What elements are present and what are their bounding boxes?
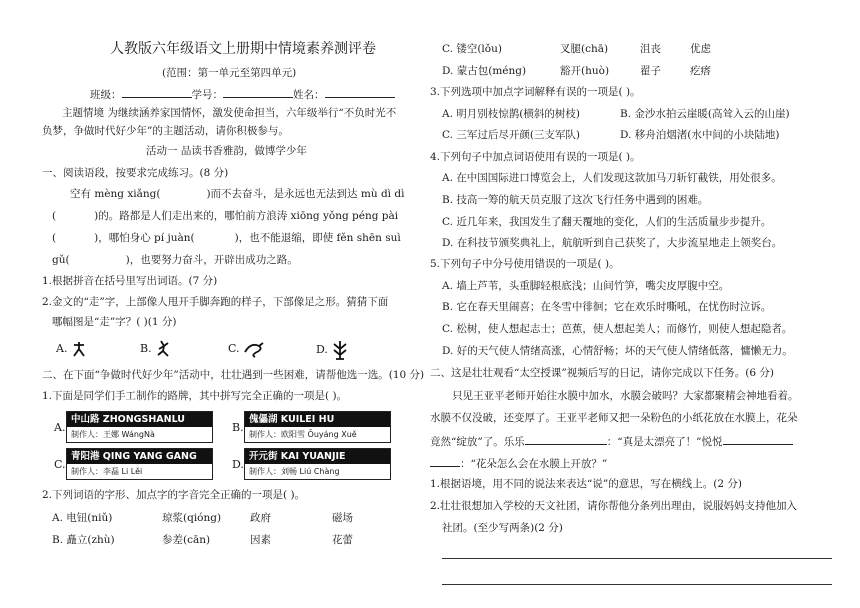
sign-title: 青阳港 QING YANG GANG (67, 449, 212, 464)
class-label: 班级： (90, 89, 122, 101)
question-2-1: 1.下面是同学们手工制作的路牌，其中拼写完全正确的一项是( )。 (42, 390, 348, 402)
sign-letter-b: B. (232, 421, 244, 434)
sign-option-b[interactable] (244, 411, 391, 443)
sign-title: 傀儡湖 KUILEI HU (245, 412, 390, 427)
passage-seg: )，哪怕身心 pí juàn( (94, 232, 195, 244)
diary-line-1: 只见王亚平老师开始往水膜中加水，水膜会破吗？大家都聚精会神地看着。 (452, 390, 799, 402)
option-item[interactable]: C. 镂空(lǒu) (442, 43, 502, 55)
answer-line-2[interactable] (442, 584, 832, 585)
passage-seg: gǔ( (52, 254, 70, 266)
q5-option-d[interactable]: D. 好的天气使人情绪高涨，心情舒畅；坏的天气使人情绪低落，慵懒无力。 (442, 345, 793, 357)
passage-line-1 (70, 187, 404, 201)
option-item: 沮丧 (640, 43, 661, 55)
answer-blank[interactable] (430, 455, 460, 467)
question-2-2: 2.下列词语的字形、加点字的字音完全正确的一项是( )。 (42, 489, 306, 501)
option-item: 叉腿(chā) (560, 43, 609, 55)
q3-options-2 (442, 128, 779, 142)
option-item[interactable]: A. 明月别枝惊鹊(横斜的树枝) (442, 108, 580, 120)
diary-seg: ：“花朵怎么会在水膜上开放？” (460, 458, 608, 470)
q4-option-b[interactable]: B. 技高一筹的航天员克服了这次飞行任务中遇到的困难。 (442, 194, 709, 206)
sign-letter-c: C. (54, 458, 66, 471)
option-item: 因素 (250, 534, 271, 546)
diary-line-3 (430, 433, 793, 449)
q5-option-b[interactable]: B. 它在春天里闹喜；在冬雪中徘徊；它在欢乐时嘶吼，在忧伤时泣诉。 (442, 301, 772, 313)
option-item[interactable]: B. 金沙水拍云崖暖(高耸入云的山崖) (620, 108, 790, 120)
option-item: 花蕾 (332, 534, 353, 546)
id-field[interactable] (223, 86, 293, 98)
question-4: 4.下列句子中加点词语使用有误的一项是( )。 (430, 151, 641, 163)
q4-option-c[interactable]: C. 近几年来，我国发生了翻天覆地的变化，人们的生活质量步步提升。 (442, 216, 772, 228)
sign-letter-a: A. (54, 421, 66, 434)
option-item: 优虑 (690, 43, 711, 55)
id-label: 学号： (191, 89, 223, 101)
option-item[interactable]: D. 移舟泊烟渚(水中间的小块陆地) (620, 129, 780, 141)
bird-glyph-icon (243, 340, 265, 358)
page-title: 人教版六年级语文上册期中情境素养测评卷 (110, 41, 376, 57)
passage-seg: ( (52, 232, 57, 244)
option-item: 磁场 (332, 512, 353, 524)
theme-line-2: 负梦，争做时代好少年”的主题活动，请你积极参与。 (42, 125, 289, 137)
sign-letter-d: D. (232, 458, 244, 471)
sign-maker: 制作人：王娜 WángNà (71, 430, 155, 439)
sign-option-c[interactable] (66, 448, 213, 480)
diary-seg: 竟然“绽放”了。乐乐 (430, 436, 525, 448)
sign-maker: 制作人：欧阳雪 Ōuyáng Xuě (249, 430, 357, 439)
diary-line-4 (430, 455, 607, 471)
answer-blank[interactable] (723, 433, 793, 445)
sign-option-a[interactable] (66, 411, 213, 443)
option-letter: D. (316, 343, 328, 356)
diary-line-2: 水膜不仅没破，还变厚了。王亚平老师又把一朵粉色的小纸花放在水膜上，花朵 (430, 412, 798, 424)
passage-seg: )而不去奋斗，是永远也无法到达 mù dì dì (206, 188, 405, 200)
walking-figure-icon (155, 340, 171, 358)
question-5: 5.下列句子中分号使用错误的一项是( )。 (430, 258, 620, 270)
option-item: 政府 (250, 512, 271, 524)
activity-1-heading: 活动一 品读书香雅韵，做博学少年 (146, 145, 307, 157)
running-figure-icon (71, 340, 87, 358)
class-field[interactable] (122, 86, 192, 98)
glyph-option-b[interactable] (140, 340, 171, 358)
passage-line-3 (52, 231, 401, 245)
option-item[interactable]: C. 三军过后尽开颜(三支军队) (442, 129, 581, 141)
option-letter: C. (228, 342, 240, 355)
section-1-heading: 一、阅读语段，按要求完成练习。(8 分) (42, 167, 229, 179)
name-label: 姓名： (293, 89, 325, 101)
glyph-option-a[interactable] (56, 340, 87, 358)
question-1-1: 1.根据拼音在括号里写出词语。(7 分) (42, 275, 218, 287)
sign-option-d[interactable] (244, 448, 391, 480)
q2-2-options-cd-2 (442, 64, 711, 78)
option-item: 琼浆(qióng) (162, 512, 222, 524)
theme-line-1: 主题情境 为继续涵养家国情怀，激发使命担当，六年级举行“不负时光不 (62, 107, 397, 119)
option-item: 参差(cān) (162, 534, 211, 546)
section-2-heading: 二、在下面“争做时代好少年”活动中，壮壮遇到一些困难，请帮他选一选。(10 分) (42, 369, 425, 381)
q4-option-d[interactable]: D. 在科技节颁奖典礼上，航航听到自己获奖了，大步流星地走上领奖台。 (442, 237, 783, 249)
option-letter: A. (56, 342, 68, 355)
option-item[interactable]: A. 电钮(niǔ) (52, 512, 113, 524)
sign-title: 中山路 ZHONGSHANLU (67, 412, 212, 427)
passage-seg: ( (52, 210, 57, 222)
passage-seg: 空有 mèng xiǎng( (70, 188, 161, 200)
sign-maker: 制作人：李磊 Li Lěi (71, 467, 143, 476)
glyph-option-c[interactable] (228, 340, 265, 358)
question-1-2-line-1: 2.金文的“走”字，上部像人甩开手脚奔跑的样子，下部像足之形。猜猜下面 (42, 296, 389, 308)
sign-title: 开元街 KAI YUANJIE (245, 449, 390, 464)
sign-maker: 制作人：刘畅 Liú Chàng (249, 467, 340, 476)
q5-option-a[interactable]: A. 墙上芦苇，头重脚轻根底浅；山间竹笋，嘴尖皮厚腹中空。 (442, 280, 730, 292)
option-letter: B. (140, 342, 152, 355)
passage-seg: )的。路都是人们走出来的，哪怕前方浪涛 xiōng yǒng péng pài (94, 210, 399, 222)
q2-2-options-ab-1 (52, 511, 353, 525)
tree-glyph-icon (331, 340, 349, 360)
passage-seg: )，也不能退缩，即使 fěn shēn suì (234, 232, 401, 244)
passage-seg: )，也要努力奋斗，开辟出成功之路。 (125, 254, 298, 266)
name-field[interactable] (325, 86, 395, 98)
diary-question-2-line-2: 社团。(至少写两条)(2 分) (442, 522, 563, 534)
option-item[interactable]: B. 矗立(zhù) (52, 534, 115, 546)
question-3: 3.下列选项中加点字词解释有误的一项是( )。 (430, 86, 641, 98)
q5-option-c[interactable]: C. 松树，使人想起志士；芭蕉，使人想起美人；而修竹，则使人想起隐者。 (442, 323, 793, 335)
section-3-heading: 二、这是壮壮观看“太空授课”视频后写的日记，请你完成以下任务。(6 分) (430, 367, 774, 379)
q2-2-options-ab-2 (52, 533, 353, 547)
header-fields (90, 86, 395, 102)
diary-seg: ：“真是太漂亮了！”悦悦 (606, 436, 723, 448)
diary-question-1: 1.根据语境，用不同的说法来表达“说”的意思，写在横线上。(2 分) (430, 478, 742, 490)
option-item: 豁开(huò) (560, 65, 610, 77)
passage-line-4 (52, 253, 298, 267)
option-item: 疙瘩 (690, 65, 711, 77)
glyph-option-d[interactable] (316, 340, 349, 360)
q3-options-1 (442, 107, 790, 121)
q2-2-options-cd-1 (442, 42, 711, 56)
option-item: 翟子 (640, 65, 661, 77)
passage-line-2 (52, 209, 398, 223)
answer-blank[interactable] (525, 433, 607, 445)
diary-question-2-line-1: 2.壮壮很想加入学校的天文社团，请你帮他分条列出理由，说服妈妈支持他加入 (430, 500, 798, 512)
option-item[interactable]: D. 蒙古包(méng) (442, 65, 527, 77)
question-1-2-line-2: 哪幅图是“走”字？( )(1 分) (52, 316, 177, 328)
scope-text: (范围：第一单元至第四单元) (162, 67, 297, 79)
answer-line-1[interactable] (442, 558, 832, 559)
q4-option-a[interactable]: A. 在中国国际进口博览会上，人们发现这款加马刀斩钉截铁，用处很多。 (442, 172, 782, 184)
